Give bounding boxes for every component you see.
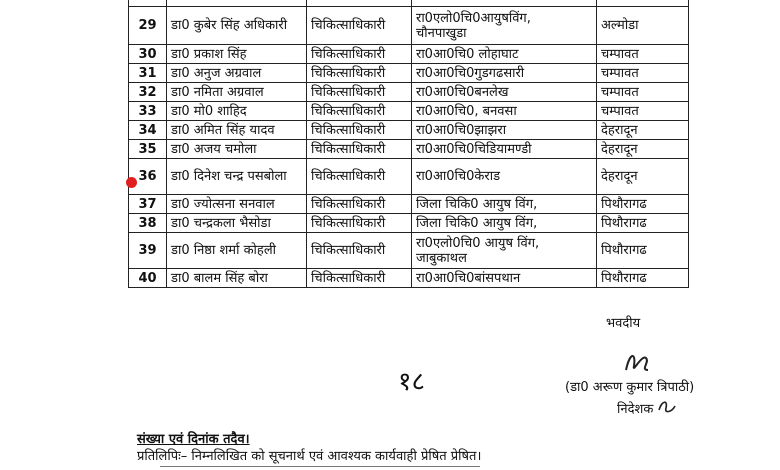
row-number: 29	[129, 7, 167, 45]
row-number: 32	[129, 83, 167, 102]
posting-line: जिला चिकि0 आयुष विंग,	[416, 215, 538, 231]
district: चम्पावत	[597, 64, 689, 83]
row-number: 40	[129, 269, 167, 288]
table-row	[129, 45, 689, 64]
officer-name: डा0 नमिता अग्रवाल	[167, 83, 307, 102]
posting-place	[412, 7, 597, 45]
posting-place	[412, 64, 597, 83]
district: देहरादून	[597, 140, 689, 159]
row-number: 36	[129, 159, 167, 195]
posting-line: रा0आ0चि0गुडगढसारी	[416, 65, 525, 81]
table-row	[129, 7, 689, 45]
district: पिथौरागढ	[597, 233, 689, 269]
designation: चिकित्साधिकारी	[307, 214, 412, 233]
table-row	[129, 64, 689, 83]
table-row	[129, 140, 689, 159]
posting-line: रा0आ0चि0चिडियामण्डी	[416, 141, 532, 157]
posting-line: रा0आ0चि0बनलेख	[416, 84, 509, 100]
row-number: 31	[129, 64, 167, 83]
row-number: 37	[129, 195, 167, 214]
row-number: 34	[129, 121, 167, 140]
posting-line: रा0आ0चि0बांसपथान	[416, 270, 521, 286]
posting-place	[412, 233, 597, 269]
posting-place	[412, 214, 597, 233]
designation: चिकित्साधिकारी	[307, 140, 412, 159]
designation: चिकित्साधिकारी	[307, 269, 412, 288]
posting-place	[412, 102, 597, 121]
officer-name: डा0 कुबेर सिंह अधिकारी	[167, 7, 307, 45]
officer-name: डा0 अजय चमोला	[167, 140, 307, 159]
row-number: 39	[129, 233, 167, 269]
posting-place	[412, 45, 597, 64]
district: देहरादून	[597, 159, 689, 195]
designation: चिकित्साधिकारी	[307, 121, 412, 140]
row-number: 38	[129, 214, 167, 233]
designation: चिकित्साधिकारी	[307, 102, 412, 121]
posting-line: चौनपाखुडा	[416, 25, 467, 41]
posting-place	[412, 269, 597, 288]
red-marker-dot	[126, 177, 137, 188]
table-row	[129, 269, 689, 288]
valediction-text: भवदीय	[606, 316, 641, 331]
copy-to-line: प्रतिलिपिः– निम्नलिखित को सूचनार्थ एवं आवश्यक कार्यवाही प्रेषित प्रेषित।	[137, 449, 482, 464]
officer-name: डा0 निष्ठा शर्मा कोहली	[167, 233, 307, 269]
table-row	[129, 214, 689, 233]
posting-place	[412, 195, 597, 214]
posting-line: जाबुकाथल	[416, 250, 467, 266]
posting-place	[412, 159, 597, 195]
officer-name: डा0 चन्द्रकला भैसोडा	[167, 214, 307, 233]
table-row	[129, 159, 689, 195]
designation: चिकित्साधिकारी	[307, 83, 412, 102]
posting-line: जिला चिकि0 आयुष विंग,	[416, 196, 538, 212]
table-row	[129, 195, 689, 214]
posting-line: रा0आ0चि0 लोहाघाट	[416, 46, 519, 62]
posting-line: रा0आ0चि0केराड	[416, 169, 501, 184]
district: चम्पावत	[597, 83, 689, 102]
signatory-name: (डा0 अरूण कुमार त्रिपाठी)	[565, 380, 695, 395]
officer-name: डा0 प्रकाश सिंह	[167, 45, 307, 64]
table-row	[129, 233, 689, 269]
district: चम्पावत	[597, 45, 689, 64]
row-number: 30	[129, 45, 167, 64]
officer-name: डा0 मो0 शाहिद	[167, 102, 307, 121]
officer-posting-table	[128, 0, 689, 288]
posting-place	[412, 140, 597, 159]
signature-scribble-icon	[620, 348, 654, 376]
table-row	[129, 121, 689, 140]
row-number: 35	[129, 140, 167, 159]
designation: चिकित्साधिकारी	[307, 195, 412, 214]
posting-place	[412, 83, 597, 102]
district: पिथौरागढ	[597, 195, 689, 214]
posting-place	[412, 121, 597, 140]
table-row	[129, 83, 689, 102]
district: देहरादून	[597, 121, 689, 140]
designation: चिकित्साधिकारी	[307, 159, 412, 195]
officer-name: डा0 अमित सिंह यादव	[167, 121, 307, 140]
posting-line: रा0एलो0चि0आयुषविंग,	[416, 10, 531, 26]
row-number: 33	[129, 102, 167, 121]
designation: चिकित्साधिकारी	[307, 64, 412, 83]
posting-line: रा0एलो0चि0 आयुष विंग,	[416, 235, 540, 251]
table-row	[129, 102, 689, 121]
cropped-next-line	[160, 466, 480, 467]
officer-name: डा0 बालम सिंह बोरा	[167, 269, 307, 288]
designation: चिकित्साधिकारी	[307, 45, 412, 64]
officer-name: डा0 ज्योत्सना सनवाल	[167, 195, 307, 214]
initial-scribble-icon	[656, 398, 678, 416]
handwritten-mark: १८	[398, 367, 426, 397]
officer-name: डा0 दिनेश चन्द्र पसबोला	[167, 159, 307, 195]
posting-line: रा0आ0चि0झाझरा	[416, 122, 507, 138]
signatory-title: निदेशक	[617, 402, 654, 417]
district: पिथौरागढ	[597, 214, 689, 233]
district: अल्मोडा	[597, 7, 689, 45]
designation: चिकित्साधिकारी	[307, 7, 412, 45]
district: चम्पावत	[597, 102, 689, 121]
designation: चिकित्साधिकारी	[307, 233, 412, 269]
officer-name: डा0 अनुज अग्रवाल	[167, 64, 307, 83]
reference-line: संख्या एवं दिनांक तदैव।	[137, 432, 250, 447]
posting-line: रा0आ0चि0, बनवसा	[416, 103, 517, 119]
district: पिथौरागढ	[597, 269, 689, 288]
